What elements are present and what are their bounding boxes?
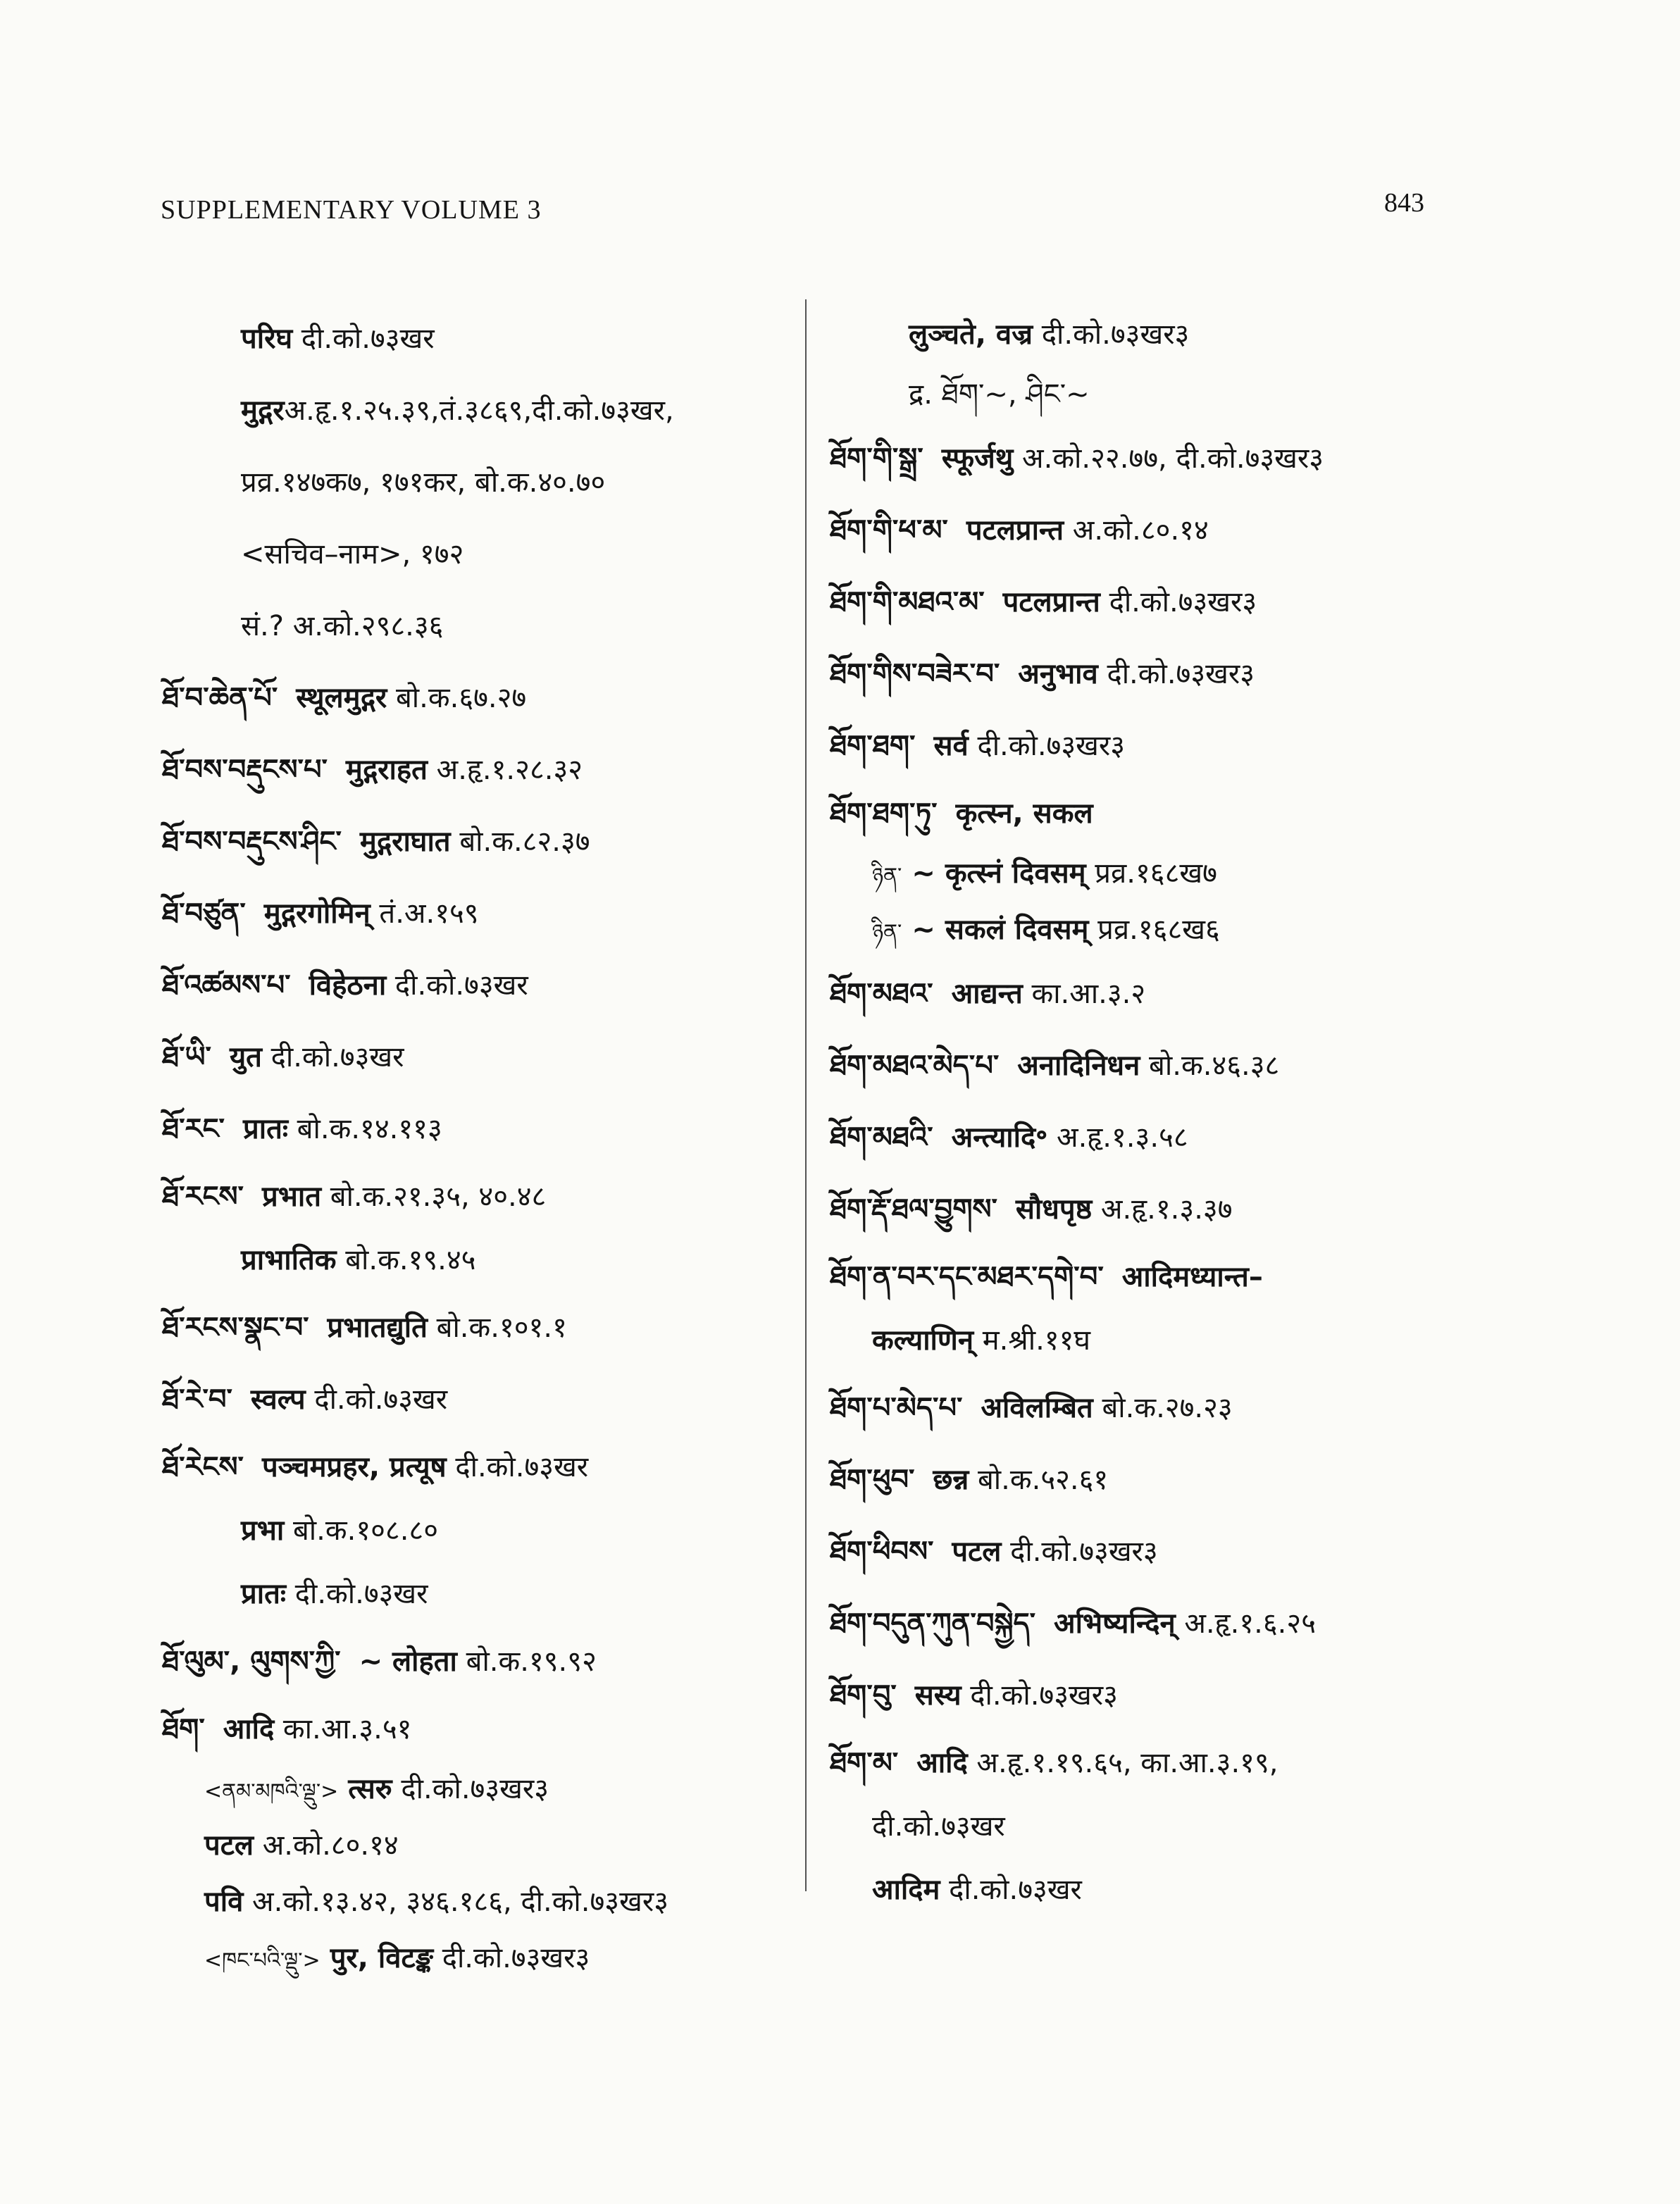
entry-line: ཉིན་ ~ सकलं दिवसम् प्रव्र.१६८ख६ (872, 914, 1220, 946)
page-number: 843 (1384, 188, 1424, 218)
running-head: SUPPLEMENTARY VOLUME 3 (161, 195, 542, 225)
left-column (162, 303, 796, 1986)
entry-line: आदिम दी.को.७३खर (872, 1874, 1082, 1906)
entry-line: ཉིན་ ~ कृत्स्नं दिवसम् प्रव्र.१६८ख७ (872, 857, 1217, 890)
entry-line: कल्याणिन् म.श्री.११घ (872, 1324, 1091, 1357)
entry-line: प्रातः दी.को.७३खर (241, 1578, 428, 1610)
entry-line: ཐོག་མཐའ་ आद्यन्त का.आ.३.२ (830, 978, 1146, 1010)
entry-line: ཐོག་ आदि का.आ.३.५१ (162, 1713, 412, 1745)
entry-line: द्र. ཐོག་~, ཤིང་~ (909, 378, 1090, 411)
entry-line: ཐོ་རང་ प्रातः बो.क.१४.११३ (162, 1113, 442, 1145)
entry-line: <सचिव–नाम>, १७२ (241, 538, 464, 571)
entry-line: ཐོག་རྡོ་ཐལ་བྱུགས་ सौधपृष्ठ अ.हृ.१.३.३७ (830, 1193, 1233, 1226)
column-divider (805, 299, 807, 1891)
entry-line: ཐོག་ན་བར་དང་མཐར་དགེ་བ་ आदिमध्यान्त– (830, 1261, 1263, 1293)
entry-line: ཐོ་བ་ཆེན་པོ་ स्थूलमुद्गर बो.क.६७.२७ (162, 682, 527, 714)
entry-line: ཐོ་ཡི་ युत दी.को.७३खर (162, 1041, 404, 1073)
entry-line: ཐོ་བས་བརྡུངས་ཤིང་ मुद्गराघात बो.क.८२.३७ (162, 826, 590, 858)
entry-line: ཐོ་ལུམ་, ལུགས་ཀྱི་ ~ लोहता बो.क.१९.९२ (162, 1645, 597, 1678)
entry-line: ཐོ་རེངས་ पञ्चमप्रहर, प्रत्यूष दी.को.७३खर (162, 1451, 589, 1483)
entry-line: दी.को.७३खर (872, 1810, 1005, 1843)
entry-line: ཐོ་རངས་སྣང་བ་ प्रभातद्युति बो.क.१०१.१ (162, 1312, 567, 1344)
entry-line: परिघ दी.को.७३खर (241, 323, 435, 355)
entry-line: ཐོག་བུ་ सस्य दी.को.७३खर३ (830, 1679, 1118, 1712)
entry-line: पवि अ.को.१३.४२, ३४६.१८६, दी.को.७३खर३ (204, 1886, 668, 1918)
entry-line: प्राभातिक बो.क.१९.४५ (241, 1244, 476, 1276)
entry-line: प्रभा बो.क.१०८.८० (241, 1514, 439, 1547)
entry-line: प्रव्र.१४७क७, १७१कर, बो.क.४०.७० (241, 466, 606, 499)
entry-line: ཐོ་རངས་ प्रभात बो.क.२१.३५, ४०.४८ (162, 1181, 547, 1213)
entry-line: ཐོག་མཐའ་མེད་པ་ अनादिनिधन बो.क.४६.३८ (830, 1050, 1280, 1082)
right-column (830, 303, 1506, 1922)
entry-line: ཐོ་བས་བརྡུངས་པ་ मुद्गराहत अ.हृ.१.२८.३२ (162, 754, 583, 786)
entry-line: ཐོག་ཕིབས་ पटल दी.को.७३खर३ (830, 1536, 1158, 1568)
entry-line: ཐོག་ཐག་ सर्व दी.को.७३खर३ (830, 730, 1126, 762)
entry-line: ཐོ་བཙུན་ मुद्गरगोमिन् तं.अ.१५९ (162, 897, 479, 930)
entry-line: <ཁང་པའི་ལྡུ་> पुर, विटङ्क दी.को.७३खर३ (204, 1942, 590, 1974)
entry-line: ཐོག་གི་སྒྲ་ स्फूर्जथु अ.को.२२.७७, दी.को.७३खर३ (830, 442, 1324, 475)
entry-line: <ནམ་མཁའི་ལྡུ་> त्सरु दी.को.७३खर३ (204, 1773, 549, 1805)
entry-line: ཐོག་གི་ཕ་མ་ पटलप्रान्त अ.को.८०.१४ (830, 514, 1209, 547)
entry-line: ཐོག་པ་མེད་པ་ अविलम्बित बो.क.२७.२३ (830, 1392, 1233, 1424)
entry-line: ཐོག་ཕུབ་ छन्न बो.क.५२.६१ (830, 1464, 1109, 1496)
entry-line: पटल अ.को.८०.१४ (204, 1829, 399, 1862)
entry-line: ཐོག་གི་མཐའ་མ་ पटलप्रान्त दी.को.७३खर३ (830, 586, 1257, 618)
entry-line: मुद्गरअ.हृ.१.२५.३९,तं.३८६९,दी.को.७३खर, (241, 394, 674, 427)
entry-line: सं.? अ.को.२९८.३६ (241, 610, 444, 642)
entry-line: ཐོག་བདུན་ཀུན་བསྐྱེད་ अभिष्यन्दिन् अ.हृ.१.६.२५ (830, 1607, 1316, 1640)
entry-line: ཐོ་འཚམས་པ་ विहेठना दी.को.७३खर (162, 969, 528, 1002)
entry-line: लुञ्चते, वज्र दी.को.७३खर३ (909, 318, 1190, 351)
entry-line: ཐོག་གིས་བཟེར་བ་ अनुभाव दी.को.७३खर३ (830, 658, 1255, 690)
entry-line: ཐོག་མཐའི་ अन्त्यादि॰ अ.हृ.१.३.५८ (830, 1121, 1188, 1154)
entry-line: ཐོག་ཐག་ཏུ་ कृत्स्न, सकल (830, 797, 1093, 830)
entry-line: ཐོ་རེ་བ་ स्वल्प दी.को.७३खर (162, 1383, 448, 1416)
entry-line: ཐོག་མ་ आदि अ.हृ.१.१९.६५, का.आ.३.१९, (830, 1747, 1278, 1779)
